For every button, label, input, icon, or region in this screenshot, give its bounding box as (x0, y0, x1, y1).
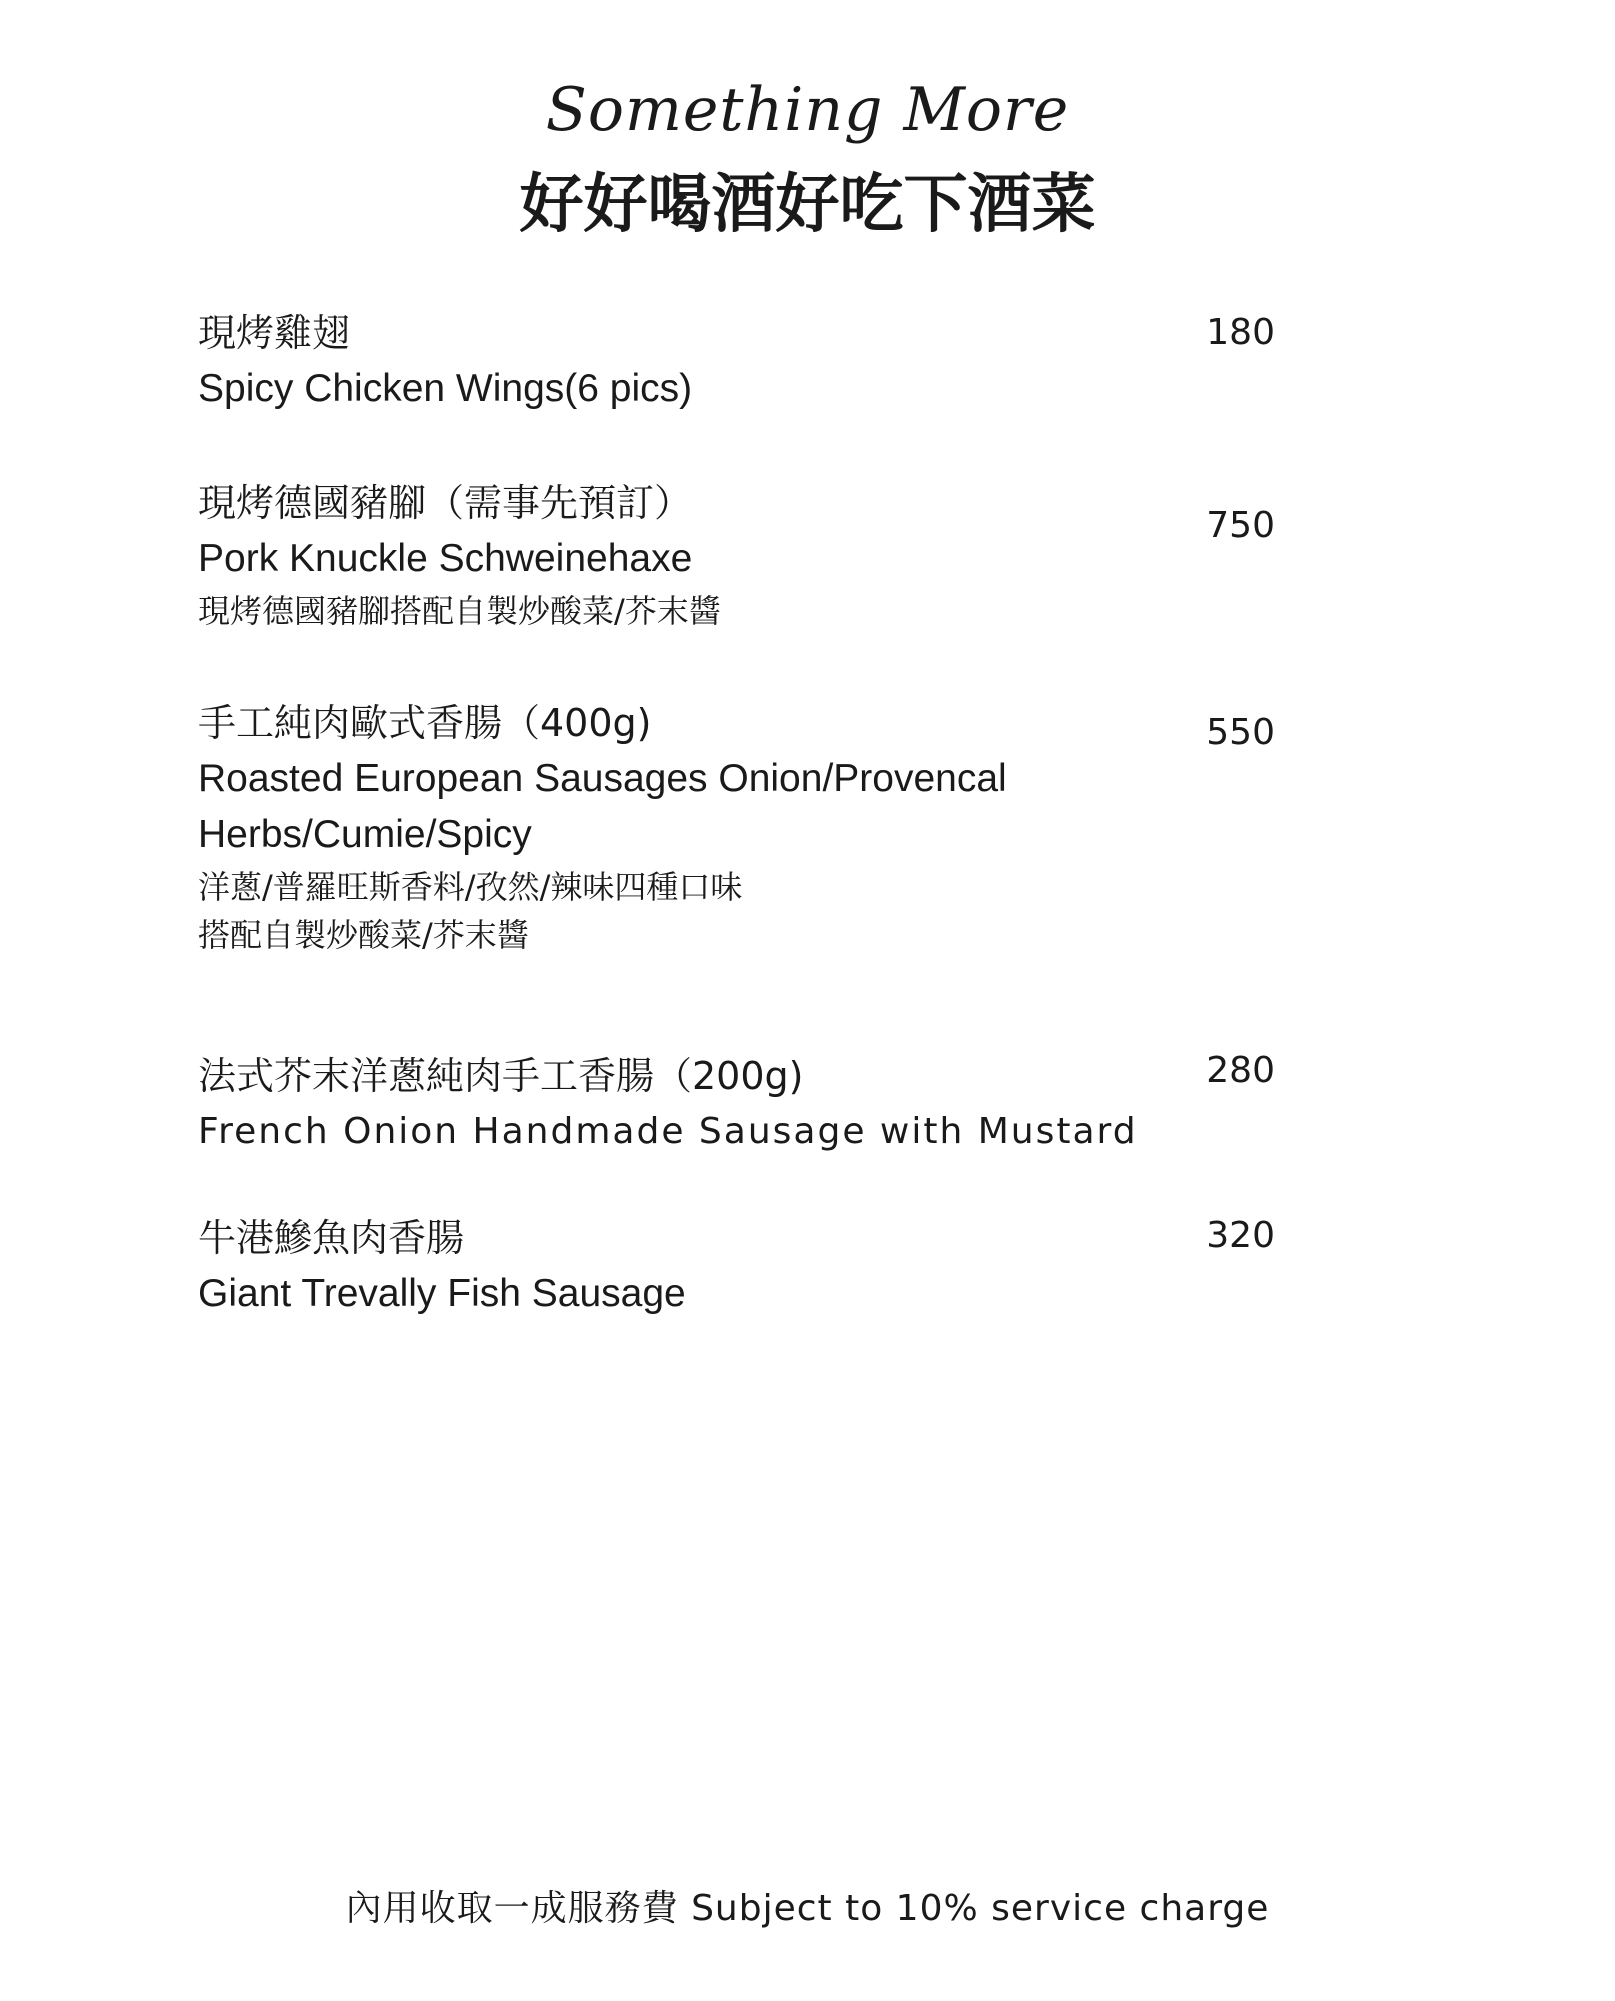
item-price-chicken-wings: 180 (1206, 312, 1275, 353)
item-description: 現烤德國豬腳搭配自製炒酸菜/芥末醬 (198, 592, 721, 630)
item-chinese-name: 牛港鰺魚肉香腸 (198, 1216, 465, 1260)
item-english-name-line-2: Herbs/Cumie/Spicy (198, 813, 532, 856)
item-price-fish-sausage: 320 (1206, 1215, 1275, 1256)
menu-item-chicken-wings (198, 305, 1278, 417)
section-script-title: Something More (545, 75, 1070, 145)
item-price-pork-knuckle: 750 (1206, 505, 1275, 546)
menu-item-fish-sausage (198, 1210, 1278, 1322)
menu-item-european-sausages (198, 695, 1278, 959)
item-chinese-name: 現烤雞翅 (198, 311, 351, 355)
item-price-french-onion-sausage: 280 (1206, 1050, 1275, 1091)
item-chinese-name: 現烤德國豬腳（需事先預訂） (198, 481, 693, 525)
item-price-european-sausages: 550 (1206, 712, 1275, 753)
section-chinese-title: 好好喝酒好吃下酒菜 (519, 168, 1096, 242)
item-english-name: Giant Trevally Fish Sausage (198, 1272, 686, 1315)
item-description-line-2: 搭配自製炒酸菜/芥末醬 (198, 916, 529, 954)
item-description-line-1: 洋蔥/普羅旺斯香料/孜然/辣味四種口味 (198, 868, 743, 906)
item-chinese-name: 手工純肉歐式香腸（400g) (198, 701, 652, 745)
menu-header (0, 70, 1615, 250)
menu-item-pork-knuckle (198, 475, 1278, 635)
service-charge-note: 內用收取一成服務費 Subject to 10% service charge (345, 1888, 1270, 1929)
item-english-name: Spicy Chicken Wings(6 pics) (198, 367, 693, 410)
menu-item-french-onion-sausage (198, 1048, 1278, 1160)
item-english-name-line-1: Roasted European Sausages Onion/Provencal (198, 757, 1007, 800)
item-english-name: Pork Knuckle Schweinehaxe (198, 537, 693, 580)
item-chinese-name: 法式芥末洋蔥純肉手工香腸（200g) (198, 1054, 804, 1098)
item-english-name: French Onion Handmade Sausage with Mustard (198, 1111, 1138, 1152)
